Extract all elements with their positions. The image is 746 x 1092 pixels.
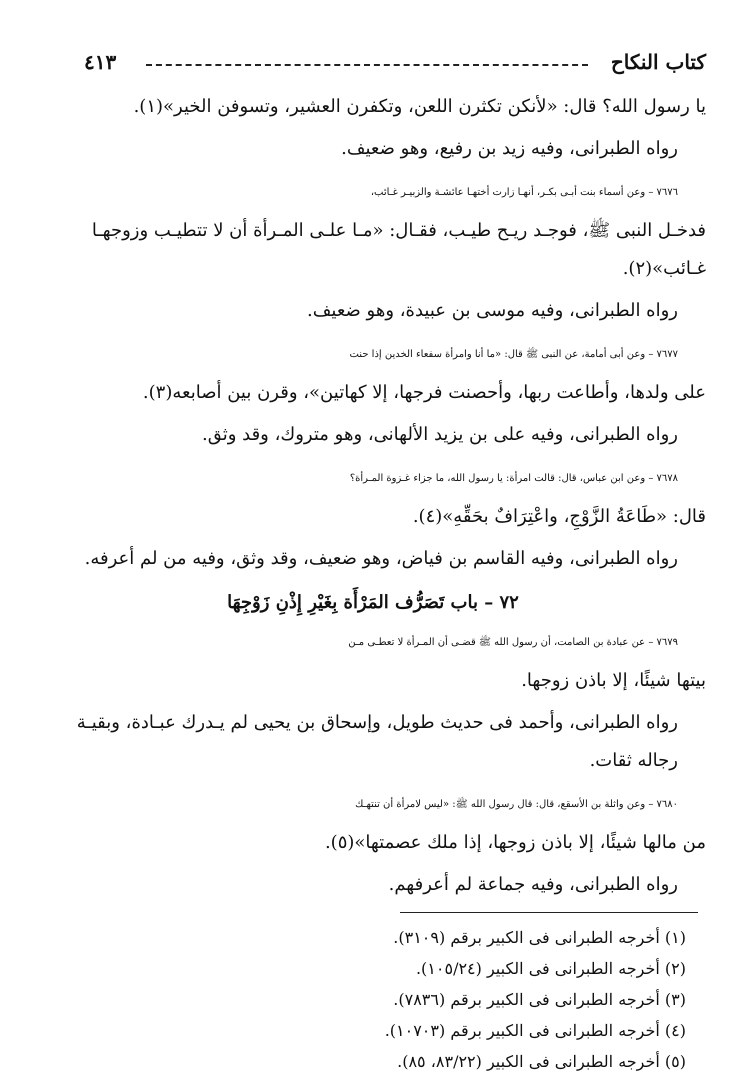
text-line: يا رسول الله؟ قال: «لأنكن تكثرن اللعن، وتكفرن العشير، وتسوفن الخير»(١). bbox=[133, 96, 706, 117]
source-note bbox=[40, 416, 706, 454]
source-note bbox=[40, 292, 706, 330]
source-note bbox=[40, 704, 706, 780]
footnote: (١) أخرجه الطبرانى فى الكبير برقم (٣١٠٩). bbox=[393, 928, 686, 947]
page-body bbox=[40, 88, 706, 910]
hadith-paragraph bbox=[40, 460, 706, 536]
footnotes bbox=[300, 922, 686, 1077]
text-line: بيتها شيئًا، إلا باذن زوجها. bbox=[521, 670, 706, 691]
hadith-paragraph bbox=[40, 174, 706, 288]
text-line: قال: «طَاعَةُ الزَّوْجِ، واعْتِرَافٌ بحَقِّهِ»(٤). bbox=[412, 506, 706, 527]
footnote: (٥) أخرجه الطبرانى فى الكبير (٨٣/٢٢، ٨٥). bbox=[397, 1052, 686, 1071]
footnote: (٢) أخرجه الطبرانى فى الكبير (١٠٥/٢٤). bbox=[415, 959, 686, 978]
text-line: فدخـل النبى ﷺ، فوجـد ريـح طيـب، فقـال: «مـا علـى المـرأة أن لا تتطيـب وزوجهـا bbox=[91, 220, 706, 241]
text-line: رواه الطبرانى، وفيه على بن يزيد الألهانى، وهو متروك، وقد وثق. bbox=[201, 424, 678, 445]
source-note bbox=[40, 130, 706, 168]
text-line: رواه الطبرانى، وفيه موسى بن عبيدة، وهو ضعيف. bbox=[307, 300, 678, 321]
footnote: (٣) أخرجه الطبرانى فى الكبير برقم (٧٨٣٦). bbox=[393, 990, 686, 1009]
hadith-paragraph bbox=[40, 336, 706, 412]
text-line: رواه الطبرانى، وفيه جماعة لم أعرفهم. bbox=[388, 874, 678, 895]
text-line: ٧٦٧٨ – وعن ابن عباس، قال: قالت امرأة: يا رسول الله، ما جزاء غـزوة المـرأة؟ bbox=[349, 473, 678, 484]
hadith-paragraph bbox=[40, 624, 706, 700]
running-title: كتاب النكاح bbox=[610, 50, 706, 74]
text-line: على ولدها، وأطاعت ربها، وأحصنت فرجها، إلا كهاتين»، وقرن بين أصابعه(٣). bbox=[142, 382, 706, 403]
footnote-separator bbox=[400, 912, 698, 913]
text-line: ٧٦٧٩ – عن عبادة بن الصامت، أن رسول الله ﷺ قضـى أن المـرأة لا تعطـى مـن bbox=[348, 637, 678, 648]
footnote: (٤) أخرجه الطبرانى فى الكبير برقم (١٠٧٠٣). bbox=[384, 1021, 686, 1040]
text-line: ٧٦٧٧ – وعن أبى أمامة، عن النبى ﷺ قال: «ما أنا وامرأة سفعاء الخدين إذا حنت bbox=[349, 349, 678, 360]
text-line: من مالها شيئًا، إلا باذن زوجها، إذا ملك عصمتها»(٥). bbox=[324, 832, 706, 853]
text-line: ٧٦٧٦ – وعن أسماء بنت أبـى بكـر، أنهـا زارت أختهـا عائشـة والزبيـر غـائب، bbox=[370, 187, 678, 198]
text-line: رواه الطبرانى، وأحمد فى حديث طويل، وإسحاق بن يحيى لم يـدرك عبـادة، وبقيـة bbox=[76, 712, 678, 733]
text-line: رجاله ثقات. bbox=[589, 750, 678, 771]
text-line: غـائب»(٢). bbox=[622, 258, 706, 279]
chapter-heading bbox=[40, 584, 706, 622]
source-note bbox=[40, 866, 706, 904]
hadith-paragraph bbox=[40, 786, 706, 862]
header-dashed-rule bbox=[146, 64, 588, 66]
page-header bbox=[84, 46, 706, 86]
text-line: رواه الطبرانى، وفيه زيد بن رفيع، وهو ضعيف. bbox=[341, 138, 678, 159]
hadith-paragraph bbox=[40, 88, 706, 126]
source-note bbox=[40, 540, 706, 578]
text-line: رواه الطبرانى، وفيه القاسم بن فياض، وهو ضعيف، وقد وثق، وفيه من لم أعرفه. bbox=[84, 548, 678, 569]
text-line: ٧٢ – باب تَصَرُّف المَرْأَة بِغَيْرِ إِذْنِ زَوْجِهَا bbox=[227, 592, 519, 613]
page-number: ٤١٣ bbox=[84, 50, 117, 74]
text-line: ٧٦٨٠ – وعن واثلة بن الأسقع، قال: قال رسول الله ﷺ: «ليس لامرأة أن تنتهـك bbox=[355, 799, 678, 810]
